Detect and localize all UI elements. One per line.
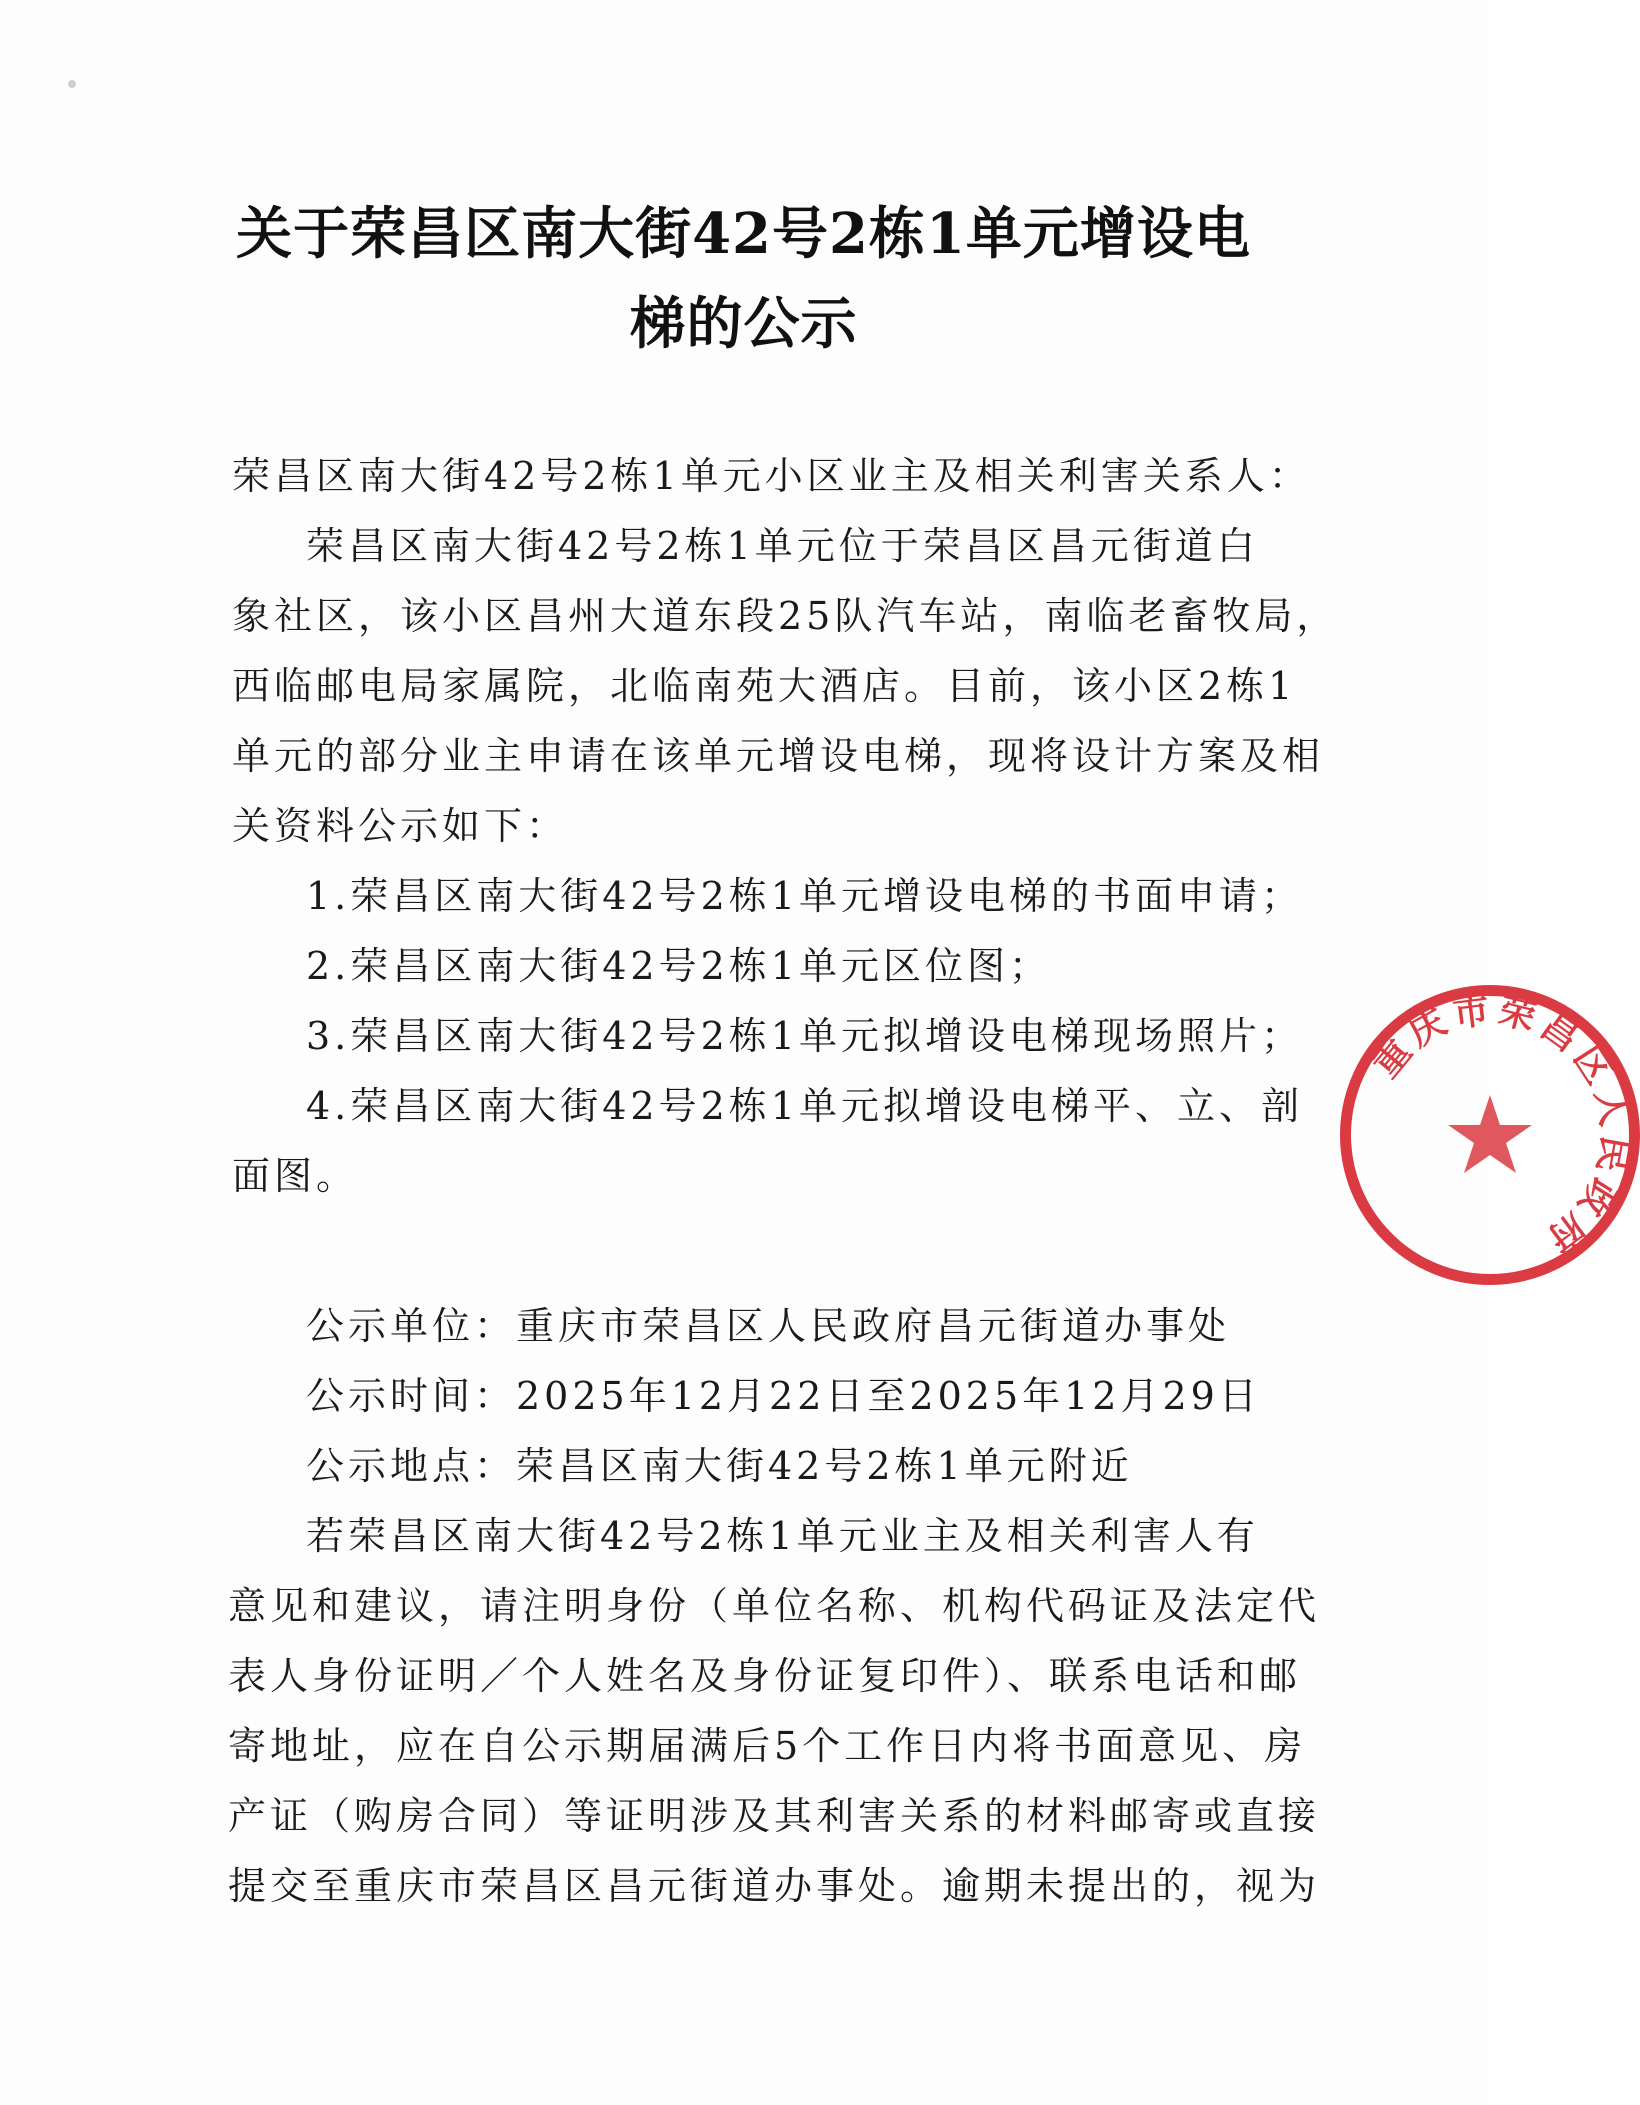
- notice-unit: 公示单位：重庆市荣昌区人民政府昌元街道办事处: [306, 1304, 1231, 1348]
- closing-line-6: 提交至重庆市荣昌区昌元街道办事处。逾期未提出的，视为: [228, 1864, 1321, 1908]
- intro-line-5: 关资料公示如下：: [232, 804, 569, 848]
- seal-graphic: [1340, 985, 1640, 1285]
- seal-text: 重庆市荣昌区人民政府: [1365, 989, 1636, 1263]
- document-title-line-2: 梯的公示: [629, 291, 858, 357]
- notice-place: 公示地点：荣昌区南大街42号2栋1单元附近: [306, 1444, 1133, 1488]
- intro-line-4: 单元的部分业主申请在该单元增设电梯，现将设计方案及相: [232, 734, 1325, 778]
- list-item-4-cont: 面图。: [232, 1154, 359, 1198]
- salutation: 荣昌区南大街42号2栋1单元小区业主及相关利害关系人：: [232, 454, 1311, 498]
- intro-line-3: 西临邮电局家属院，北临南苑大酒店。目前，该小区2栋1: [232, 664, 1297, 708]
- closing-line-5: 产证（购房合同）等证明涉及其利害关系的材料邮寄或直接: [228, 1794, 1321, 1838]
- scan-speck: [68, 80, 76, 88]
- closing-line-3: 表人身份证明／个人姓名及身份证复印件）、联系电话和邮: [228, 1654, 1302, 1698]
- list-item-2: 2.荣昌区南大街42号2栋1单元区位图；: [306, 944, 1051, 988]
- list-item-4: 4.荣昌区南大街42号2栋1单元拟增设电梯平、立、剖: [306, 1084, 1303, 1128]
- intro-line-1: 荣昌区南大街42号2栋1单元位于荣昌区昌元街道白: [306, 524, 1259, 568]
- document-title-line-1: 关于荣昌区南大街42号2栋1单元增设电: [236, 201, 1251, 267]
- closing-line-1: 若荣昌区南大街42号2栋1单元业主及相关利害人有: [306, 1514, 1259, 1558]
- notice-time: 公示时间：2025年12月22日至2025年12月29日: [306, 1374, 1261, 1418]
- list-item-1: 1.荣昌区南大街42号2栋1单元增设电梯的书面申请；: [306, 874, 1303, 918]
- official-seal: [1340, 985, 1640, 1285]
- intro-line-2: 象社区，该小区昌州大道东段25队汽车站，南临老畜牧局，: [232, 594, 1339, 638]
- closing-line-4: 寄地址，应在自公示期届满后5个工作日内将书面意见、房: [228, 1724, 1307, 1768]
- list-item-3: 3.荣昌区南大街42号2栋1单元拟增设电梯现场照片；: [306, 1014, 1303, 1058]
- closing-line-2: 意见和建议，请注明身份（单位名称、机构代码证及法定代: [228, 1584, 1321, 1628]
